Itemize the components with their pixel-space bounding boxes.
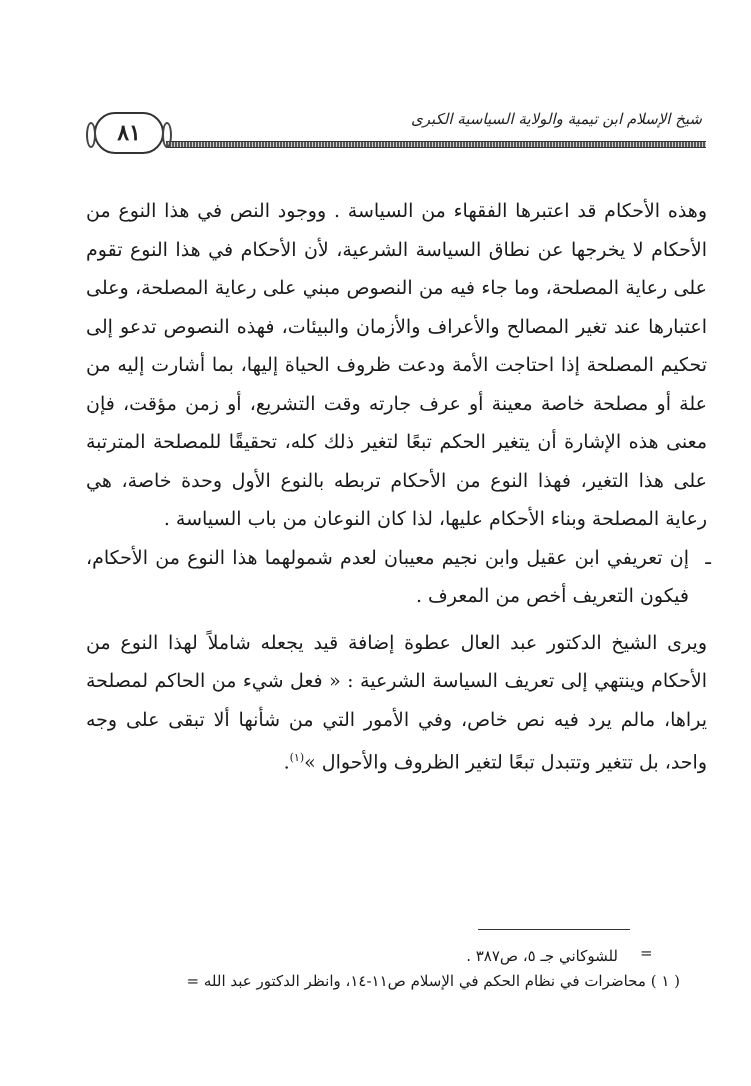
footnotes <box>66 944 680 994</box>
footnote-ref[interactable]: (١) <box>289 751 305 764</box>
footnote-continuation <box>66 944 680 969</box>
bullet-mark: ـ <box>705 546 711 569</box>
page-number: ٨١ <box>117 120 141 146</box>
bullet-text: إن تعريفي ابن عقيل وابن نجيم معيبان لعدم شمولهما هذا النوع من الأحكام، فيكون التعريف أخص من المعرف . <box>86 546 689 607</box>
bullet-item-1 <box>86 539 711 616</box>
footnote-rule <box>478 929 630 930</box>
paragraph-2 <box>86 624 707 782</box>
footnote-continuation-text: للشوكاني جـ ٥، ص٣٨٧ . <box>466 947 618 965</box>
page-header <box>92 104 706 158</box>
running-title: شيخ الإسلام ابن تيمية والولاية السياسية الكبرى <box>410 110 702 128</box>
footnote-1-continues-mark: = <box>186 972 200 990</box>
footnote-1 <box>66 969 680 994</box>
header-rule <box>166 141 706 148</box>
page-number-frame <box>94 112 164 154</box>
footnote-1-number: ( ١ ) <box>650 972 680 990</box>
footnote-1-text: محاضرات في نظام الحكم في الإسلام ص١١-١٤، وانظر الدكتور عبد الله <box>203 972 646 990</box>
footnote-continuation-mark: = <box>640 944 653 962</box>
main-text <box>86 192 711 782</box>
paragraph-2-text: ويرى الشيخ الدكتور عبد العال عطوة إضافة قيد يجعله شاملاً لهذا النوع من الأحكام وينتهي إلى تعريف السياسة الشرعية : « فعل شيء من الحاكم لمصلحة يراها، مالم يرد فيه نص خاص، وفي الأمور التي من شأنها ألا تبقى على وجه واحد، بل تتغير وتتبدل تبعًا لتغير الظروف والأحوال » <box>86 631 707 774</box>
paragraph-1: وهذه الأحكام قد اعتبرها الفقهاء من السياسة . ووجود النص في هذا النوع من الأحكام لا يخرجها عن نطاق السياسة الشرعية، لأن الأحكام في هذا النوع تقوم على رعاية المصلحة، وما جاء فيه من النصوص مبني على رعاية المصلحة، وعلى اعتبارها عند تغير المصالح والأعراف والأزمان والبيئات، فهذه النصوص تدعو إلى تحكيم المصلحة إذا احتاجت الأمة ودعت ظروف الحياة إليها، بما أشارت إليه من علة أو مصلحة خاصة معينة أو عرف جارته وقت التشريع، أو زمن مؤقت، فإن معنى هذه الإشارة أن يتغير الحكم تبعًا لتغير ذلك كله، تحقيقًا للمصلحة المترتبة على هذا التغير، فهذا النوع من الأحكام تربطه بالنوع الأول وحدة خاصة، هي رعاية المصلحة وبناء الأحكام عليها، لذا كان النوعان من باب السياسة . <box>86 200 707 530</box>
paragraph-2-end: . <box>283 751 290 774</box>
